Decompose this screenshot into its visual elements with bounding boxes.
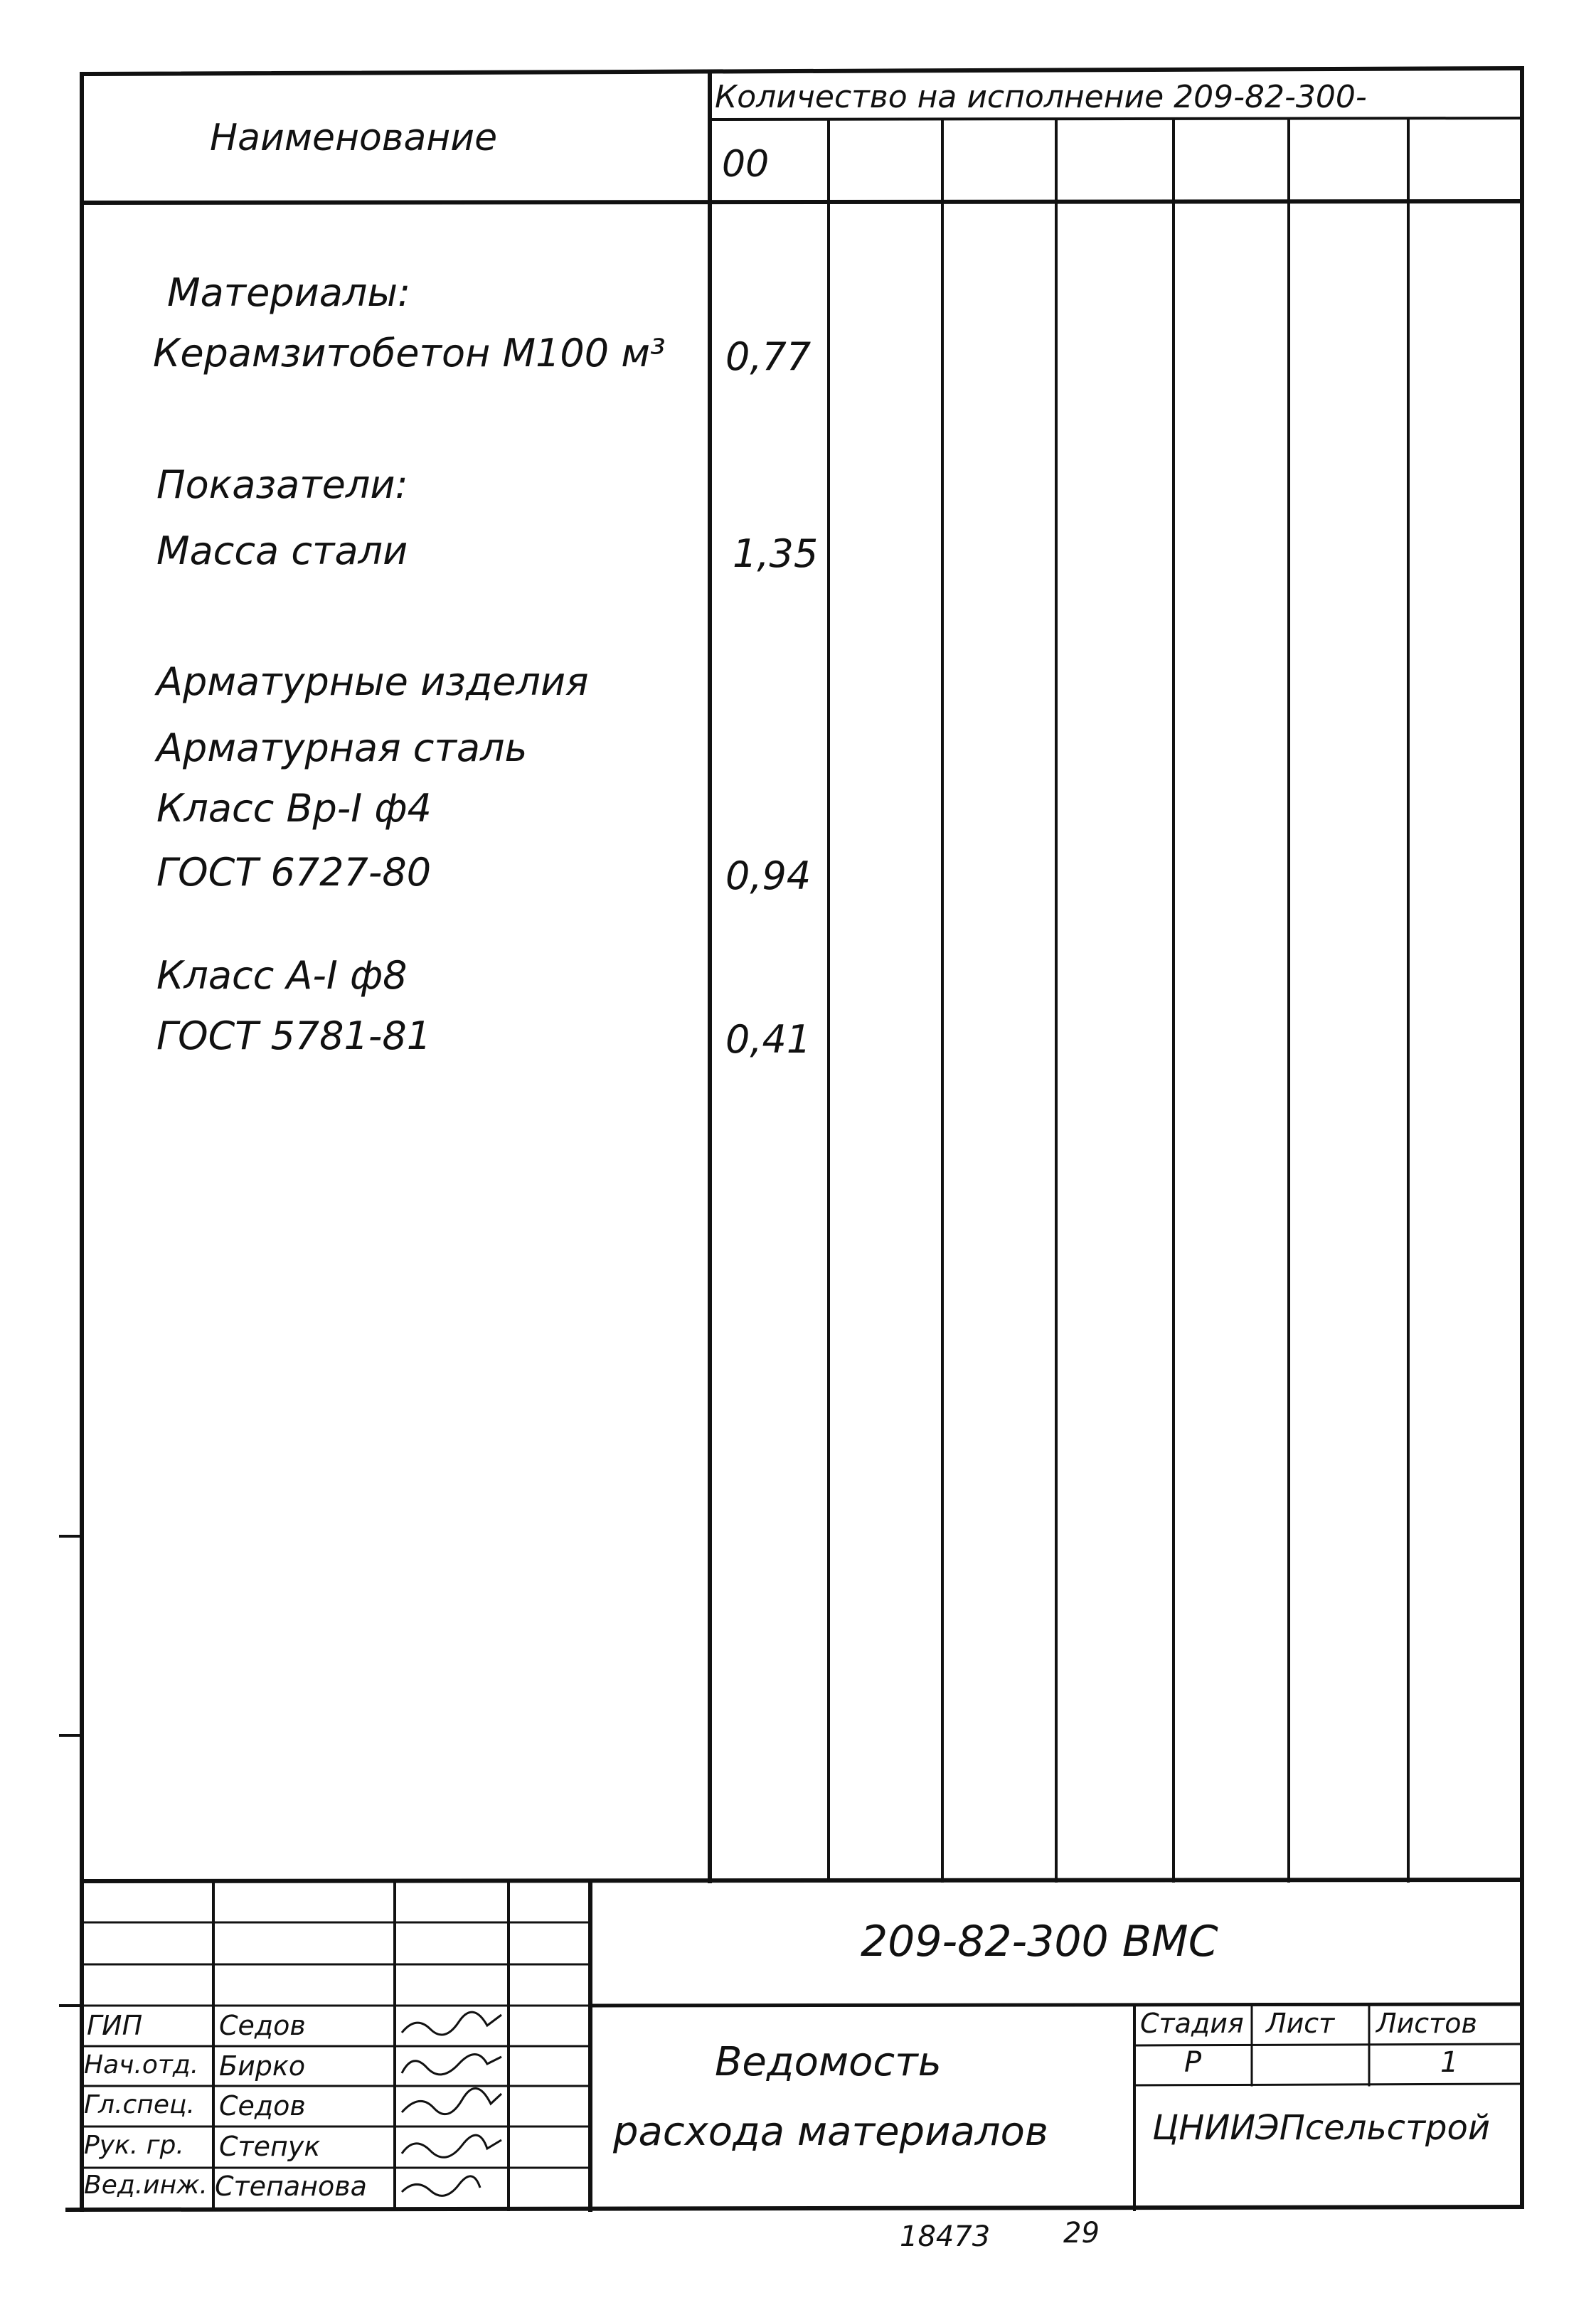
execution-column-00: 00 — [722, 143, 770, 186]
row-steel-mass-value: 1,35 — [733, 531, 819, 576]
sheets-label: Листов — [1376, 2008, 1477, 2039]
page-number: 29 — [1063, 2217, 1100, 2250]
name-column-header: Наименование — [210, 117, 498, 159]
row-gost-5781-value: 0,41 — [725, 1017, 812, 1062]
quantity-header: Количество на исполнение 209-82-300- — [715, 79, 1367, 115]
sheets-value: 1 — [1440, 2046, 1459, 2079]
signer-name: Бирко — [219, 2050, 306, 2082]
row-materials-heading: Материалы: — [167, 270, 411, 315]
stage-value: Р — [1184, 2046, 1202, 2079]
signer-name: Седов — [219, 2090, 306, 2122]
signer-role: Гл.спец. — [84, 2090, 195, 2119]
document-title-line1: Ведомость — [715, 2039, 942, 2085]
signer-name: Степук — [219, 2131, 321, 2162]
row-indicators-heading: Показатели: — [156, 462, 408, 507]
row-class-a-i: Класс A-I ф8 — [156, 953, 408, 998]
document-title-line2: расхода материалов — [613, 2109, 1048, 2155]
stage-label: Стадия — [1140, 2008, 1244, 2039]
row-expanded-clay-concrete: Керамзитобетон M100 м³ — [153, 331, 666, 376]
signer-role: Нач.отд. — [84, 2050, 199, 2080]
row-steel-mass: Масса стали — [156, 528, 408, 573]
row-reinforcement-products: Арматурные изделия — [156, 659, 589, 704]
inventory-number: 18473 — [900, 2220, 991, 2253]
sheet-label: Лист — [1266, 2008, 1335, 2039]
row-class-vr-i: Класс Вр-I ф4 — [156, 786, 432, 831]
row-reinforcing-steel: Арматурная сталь — [156, 725, 528, 770]
row-gost-5781: ГОСТ 5781-81 — [156, 1013, 432, 1058]
signer-role: Рук. гр. — [84, 2131, 184, 2160]
signer-role: ГИП — [87, 2010, 143, 2041]
signer-name: Степанова — [215, 2171, 367, 2202]
row-gost-6727-value: 0,94 — [725, 853, 812, 898]
organization-name: ЦНИИЭПсельстрой — [1152, 2108, 1491, 2148]
row-gost-6727: ГОСТ 6727-80 — [156, 850, 432, 895]
signer-name: Седов — [219, 2010, 306, 2041]
row-expanded-clay-concrete-value: 0,77 — [725, 334, 812, 379]
document-code: 209-82-300 ВМС — [861, 1917, 1218, 1966]
signer-role: Вед.инж. — [84, 2171, 208, 2200]
